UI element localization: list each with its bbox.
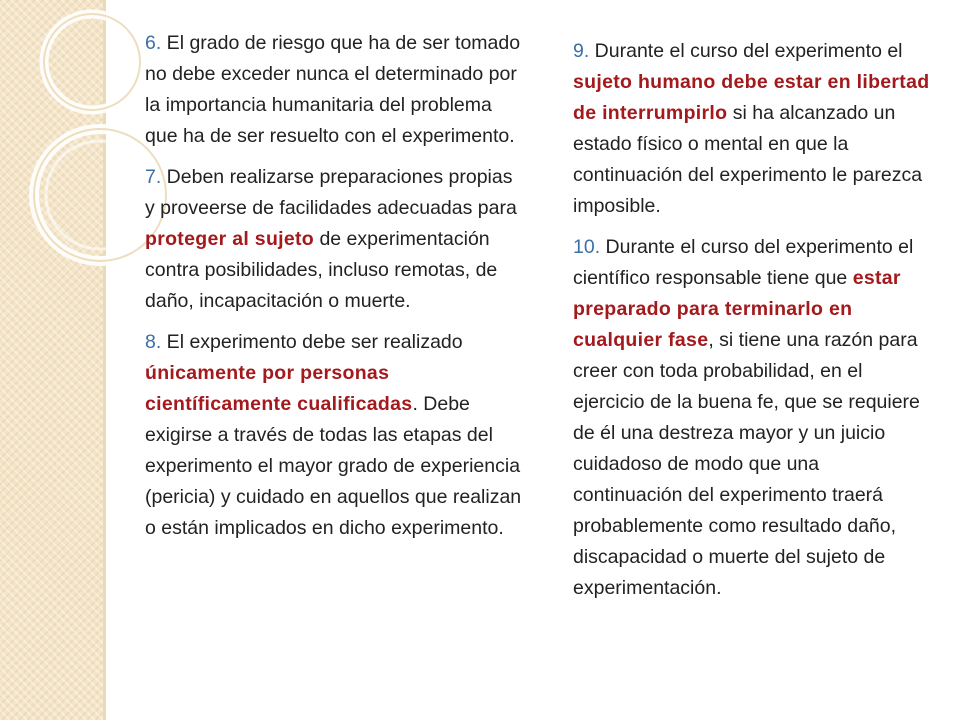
point-8-text-a: El experimento debe ser realizado (161, 331, 463, 353)
point-8-highlight: únicamente por personas científicamente cualificadas (145, 362, 413, 415)
point-6-number: 6. (145, 32, 162, 54)
point-6 (145, 28, 525, 152)
point-9-text-b: si ha alcanzado un estado físico o mental en que la continuación del experimento le parezca imposible. (573, 102, 923, 217)
point-10-highlight: estar preparado para terminarlo en cualquier fase (573, 267, 901, 351)
right-column (573, 36, 933, 614)
point-10 (573, 232, 933, 604)
point-8 (145, 327, 525, 544)
point-7-number: 7. (145, 166, 162, 188)
point-10-text-a: Durante el curso del experimento el científico responsable tiene que (573, 236, 914, 289)
point-7-text-b: de experimentación contra posibilidades, incluso remotas, de daño, incapacitación o muerte. (145, 228, 498, 312)
point-9 (573, 36, 933, 222)
point-10-number: 10. (573, 236, 601, 258)
side-decoration-strip (0, 0, 106, 720)
point-6-text: El grado de riesgo que ha de ser tomado no debe exceder nunca el determinado por la importancia humanitaria del problema que ha de ser resuelto con el experimento. (145, 32, 521, 147)
left-column (145, 28, 525, 554)
point-10-text-b: , si tiene una razón para creer con toda probabilidad, en el ejercicio de la buena fe, que se requiere de él una destreza mayor y un juicio cuidadoso de modo que una continuación del experimento traerá probablemente como resultado daño, discapacidad o muerte del sujeto de experimentación. (573, 329, 920, 599)
point-7-text-a: Deben realizarse preparaciones propias y proveerse de facilidades adecuadas para (145, 166, 517, 219)
point-9-text-a: Durante el curso del experimento el (589, 40, 903, 62)
point-7 (145, 162, 525, 317)
point-7-highlight: proteger al sujeto (145, 228, 315, 250)
point-9-number: 9. (573, 40, 590, 62)
point-8-number: 8. (145, 331, 162, 353)
strip-edge (103, 0, 106, 720)
point-8-text-b: . Debe exigirse a través de todas las etapas del experimento el mayor grado de experiencia (pericia) y cuidado en aquellos que realizan o están implicados en dicho experimento. (145, 393, 522, 539)
point-9-highlight: sujeto humano debe estar en libertad de interrumpirlo (573, 71, 930, 124)
